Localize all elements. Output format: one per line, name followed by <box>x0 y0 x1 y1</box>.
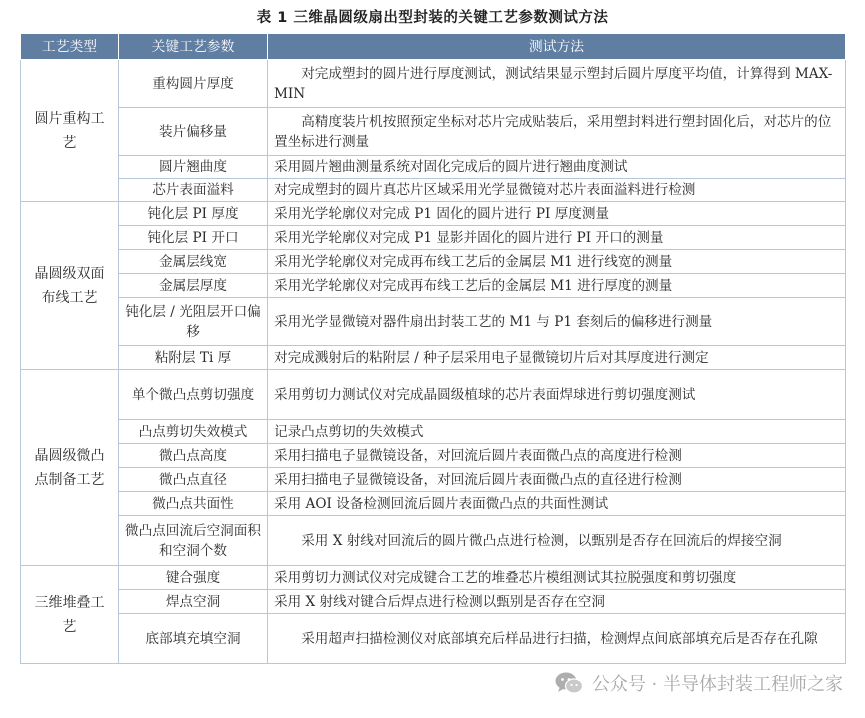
method-cell: 对完成塑封的圆片进行厚度测试，测试结果显示塑封后圆片厚度平均值，计算得到 MAX-MIN <box>268 60 846 108</box>
table-row <box>21 202 846 226</box>
param-cell: 微凸点共面性 <box>119 492 268 516</box>
method-cell: 采用光学轮廓仪对完成 P1 显影并固化的圆片进行 PI 开口的测量 <box>268 226 846 250</box>
method-cell: 采用扫描电子显微镜设备，对回流后圆片表面微凸点的直径进行检测 <box>268 468 846 492</box>
category-cell: 圆片重构工艺 <box>21 60 119 202</box>
header-method: 测试方法 <box>268 34 846 60</box>
watermark-text: 公众号 · 半导体封装工程师之家 <box>591 674 843 695</box>
table-row <box>21 420 846 444</box>
process-parameter-table <box>20 33 846 664</box>
header-category: 工艺类型 <box>21 34 119 60</box>
param-cell: 微凸点直径 <box>119 468 268 492</box>
param-cell: 装片偏移量 <box>119 108 268 156</box>
method-cell: 高精度装片机按照预定坐标对芯片完成贴装后，采用塑封料进行塑封固化后，对芯片的位置坐标进行测量 <box>268 108 846 156</box>
table-row <box>21 370 846 420</box>
param-cell: 焊点空洞 <box>119 590 268 614</box>
table-row <box>21 156 846 179</box>
method-cell: 记录凸点剪切的失效模式 <box>268 420 846 444</box>
method-cell: 采用剪切力测试仪对完成键合工艺的堆叠芯片模组测试其拉脱强度和剪切强度 <box>268 566 846 590</box>
table-row <box>21 614 846 664</box>
method-cell: 采用扫描电子显微镜设备，对回流后圆片表面微凸点的高度进行检测 <box>268 444 846 468</box>
category-cell: 晶圆级微凸点制备工艺 <box>21 370 119 566</box>
category-cell: 晶圆级双面布线工艺 <box>21 202 119 370</box>
wechat-icon <box>554 670 584 696</box>
method-cell: 采用超声扫描检测仪对底部填充后样品进行扫描，检测焊点间底部填充后是否存在孔隙 <box>268 614 846 664</box>
method-cell: 采用光学轮廓仪对完成 P1 固化的圆片进行 PI 厚度测量 <box>268 202 846 226</box>
table-row <box>21 468 846 492</box>
table-row <box>21 444 846 468</box>
param-cell: 金属层厚度 <box>119 274 268 298</box>
table-row <box>21 179 846 202</box>
table-row <box>21 516 846 566</box>
table-title: 表 1 三维晶圆级扇出型封装的关键工艺参数测试方法 <box>256 10 609 26</box>
method-cell: 采用光学轮廓仪对完成再布线工艺后的金属层 M1 进行厚度的测量 <box>268 274 846 298</box>
method-cell: 对完成塑封的圆片真芯片区域采用光学显微镜对芯片表面溢料进行检测 <box>268 179 846 202</box>
param-cell: 钝化层 / 光阻层开口偏移 <box>119 298 268 346</box>
category-cell: 三维堆叠工艺 <box>21 566 119 664</box>
method-cell: 采用 X 射线对键合后焊点进行检测以甄别是否存在空洞 <box>268 590 846 614</box>
table-row <box>21 108 846 156</box>
param-cell: 单个微凸点剪切强度 <box>119 370 268 420</box>
table-row <box>21 590 846 614</box>
param-cell: 圆片翘曲度 <box>119 156 268 179</box>
method-cell: 采用 X 射线对回流后的圆片微凸点进行检测，以甄别是否存在回流后的焊接空洞 <box>268 516 846 566</box>
param-cell: 底部填充填空洞 <box>119 614 268 664</box>
param-cell: 重构圆片厚度 <box>119 60 268 108</box>
param-cell: 粘附层 Ti 厚 <box>119 346 268 370</box>
table-row <box>21 566 846 590</box>
param-cell: 金属层线宽 <box>119 250 268 274</box>
method-cell: 采用光学轮廓仪对完成再布线工艺后的金属层 M1 进行线宽的测量 <box>268 250 846 274</box>
param-cell: 键合强度 <box>119 566 268 590</box>
table-row <box>21 226 846 250</box>
method-cell: 采用剪切力测试仪对完成晶圆级植球的芯片表面焊球进行剪切强度测试 <box>268 370 846 420</box>
table-row <box>21 298 846 346</box>
method-cell: 采用圆片翘曲测量系统对固化完成后的圆片进行翘曲度测试 <box>268 156 846 179</box>
method-cell: 采用 AOI 设备检测回流后圆片表面微凸点的共面性测试 <box>268 492 846 516</box>
param-cell: 芯片表面溢料 <box>119 179 268 202</box>
param-cell: 微凸点回流后空洞面积和空洞个数 <box>119 516 268 566</box>
header-row <box>21 34 846 60</box>
watermark <box>554 670 843 696</box>
table-row <box>21 60 846 108</box>
param-cell: 微凸点高度 <box>119 444 268 468</box>
param-cell: 凸点剪切失效模式 <box>119 420 268 444</box>
table-row <box>21 492 846 516</box>
method-cell: 采用光学显微镜对器件扇出封装工艺的 M1 与 P1 套刻后的偏移进行测量 <box>268 298 846 346</box>
table-row <box>21 250 846 274</box>
table-row <box>21 346 846 370</box>
param-cell: 钝化层 PI 厚度 <box>119 202 268 226</box>
header-param: 关键工艺参数 <box>119 34 268 60</box>
param-cell: 钝化层 PI 开口 <box>119 226 268 250</box>
method-cell: 对完成溅射后的粘附层 / 种子层采用电子显微镜切片后对其厚度进行测定 <box>268 346 846 370</box>
table-row <box>21 274 846 298</box>
